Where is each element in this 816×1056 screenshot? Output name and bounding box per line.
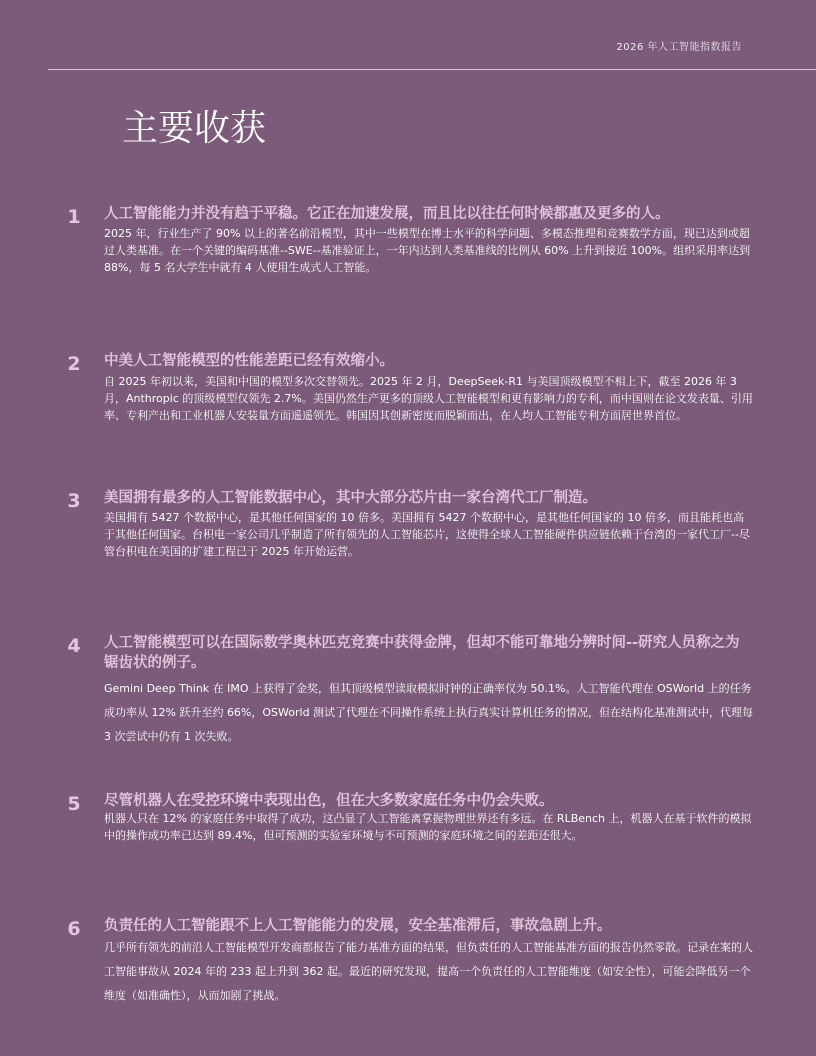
page-title: 主要收获 [122, 108, 267, 149]
finding-body: Gemini Deep Think 在 IMO 上获得了金奖，但其顶级模型读取模拟时钟的正确率仅为 50.1%。人工智能代理在 OSWorld 上的任务成功率从 12% 跃升至约 66%，OSWorld 测试了代理在不同操作系统上执行真实计算机任务的情况，但在结构化基准测试中，代理每 3 次尝试中仍有 1 次失败。 [104, 682, 754, 743]
report-header-label: 2026 年人工智能指数报告 [616, 42, 742, 53]
finding-heading: 尽管机器人在受控环境中表现出色，但在大多数家庭任务中仍会失败。 [104, 793, 554, 809]
header-divider [48, 69, 816, 70]
finding-heading: 中美人工智能模型的性能差距已经有效缩小。 [104, 353, 394, 369]
finding-body: 机器人只在 12% 的家庭任务中取得了成功，这凸显了人工智能离掌握物理世界还有多远。在 RLBench 上，机器人在基于软件的模拟中的操作成功率已达到 89.4%，但可预测的实验室环境与不可预测的家庭环境之间的差距还很大。 [104, 812, 752, 842]
finding-heading: 人工智能模型可以在国际数学奥林匹克竞赛中获得金牌，但却不能可靠地分辨时间--研究人员称之为锯齿状的例子。 [104, 635, 740, 671]
finding-body: 2025 年，行业生产了 90% 以上的著名前沿模型，其中一些模型在博士水平的科学问题、多模态推理和竞赛数学方面，现已达到或超过人类基准。在一个关键的编码基准--SWE--基准验证上，一年内达到人类基准线的比例从 60% 上升到接近 100%。组织采用率达到 88%，每 5 名大学生中就有 4 人使用生成式人工智能。 [104, 227, 751, 274]
finding-heading: 人工智能能力并没有趋于平稳。它正在加速发展，而且比以往任何时候都惠及更多的人。 [104, 206, 670, 222]
finding-number: 5 [67, 793, 81, 815]
finding-number: 3 [67, 490, 81, 512]
finding-heading: 负责任的人工智能跟不上人工智能能力的发展，安全基准滞后，事故急剧上升。 [104, 918, 612, 934]
finding-body: 美国拥有 5427 个数据中心，是其他任何国家的 10 倍多。美国拥有 5427 个数据中心，是其他任何国家的 10 倍多，而且能耗也高于其他任何国家。台积电一家公司几乎制造了所有领先的人工智能芯片，这使得全球人工智能硬件供应链依赖于台湾的一家代工厂--尽管台积电在美国的扩建工程已于 2025 年开始运营。 [104, 511, 750, 558]
finding-body: 几乎所有领先的前沿人工智能模型开发商都报告了能力基准方面的结果，但负责任的人工智能基准方面的报告仍然零散。记录在案的人工智能事故从 2024 年的 233 起上升到 362 起。最近的研究发现，提高一个负责任的人工智能维度（如安全性），可能会降低另一个维度（如准确性），从而加剧了挑战。 [104, 941, 753, 1002]
finding-number: 6 [67, 918, 81, 940]
finding-number: 2 [67, 353, 81, 375]
finding-number: 1 [67, 206, 81, 228]
finding-body: 自 2025 年初以来，美国和中国的模型多次交替领先。2025 年 2 月，DeepSeek-R1 与美国顶级模型不相上下，截至 2026 年 3 月，Anthropic 的顶级模型仅领先 2.7%。美国仍然生产更多的顶级人工智能模型和更有影响力的专利，而中国则在论文发表量、引用率、专利产出和工业机器人安装量方面遥遥领先。韩国因其创新密度而脱颖而出，在人均人工智能专利方面居世界首位。 [104, 375, 753, 422]
finding-number: 4 [67, 635, 81, 657]
finding-heading: 美国拥有最多的人工智能数据中心，其中大部分芯片由一家台湾代工厂制造。 [104, 490, 597, 506]
